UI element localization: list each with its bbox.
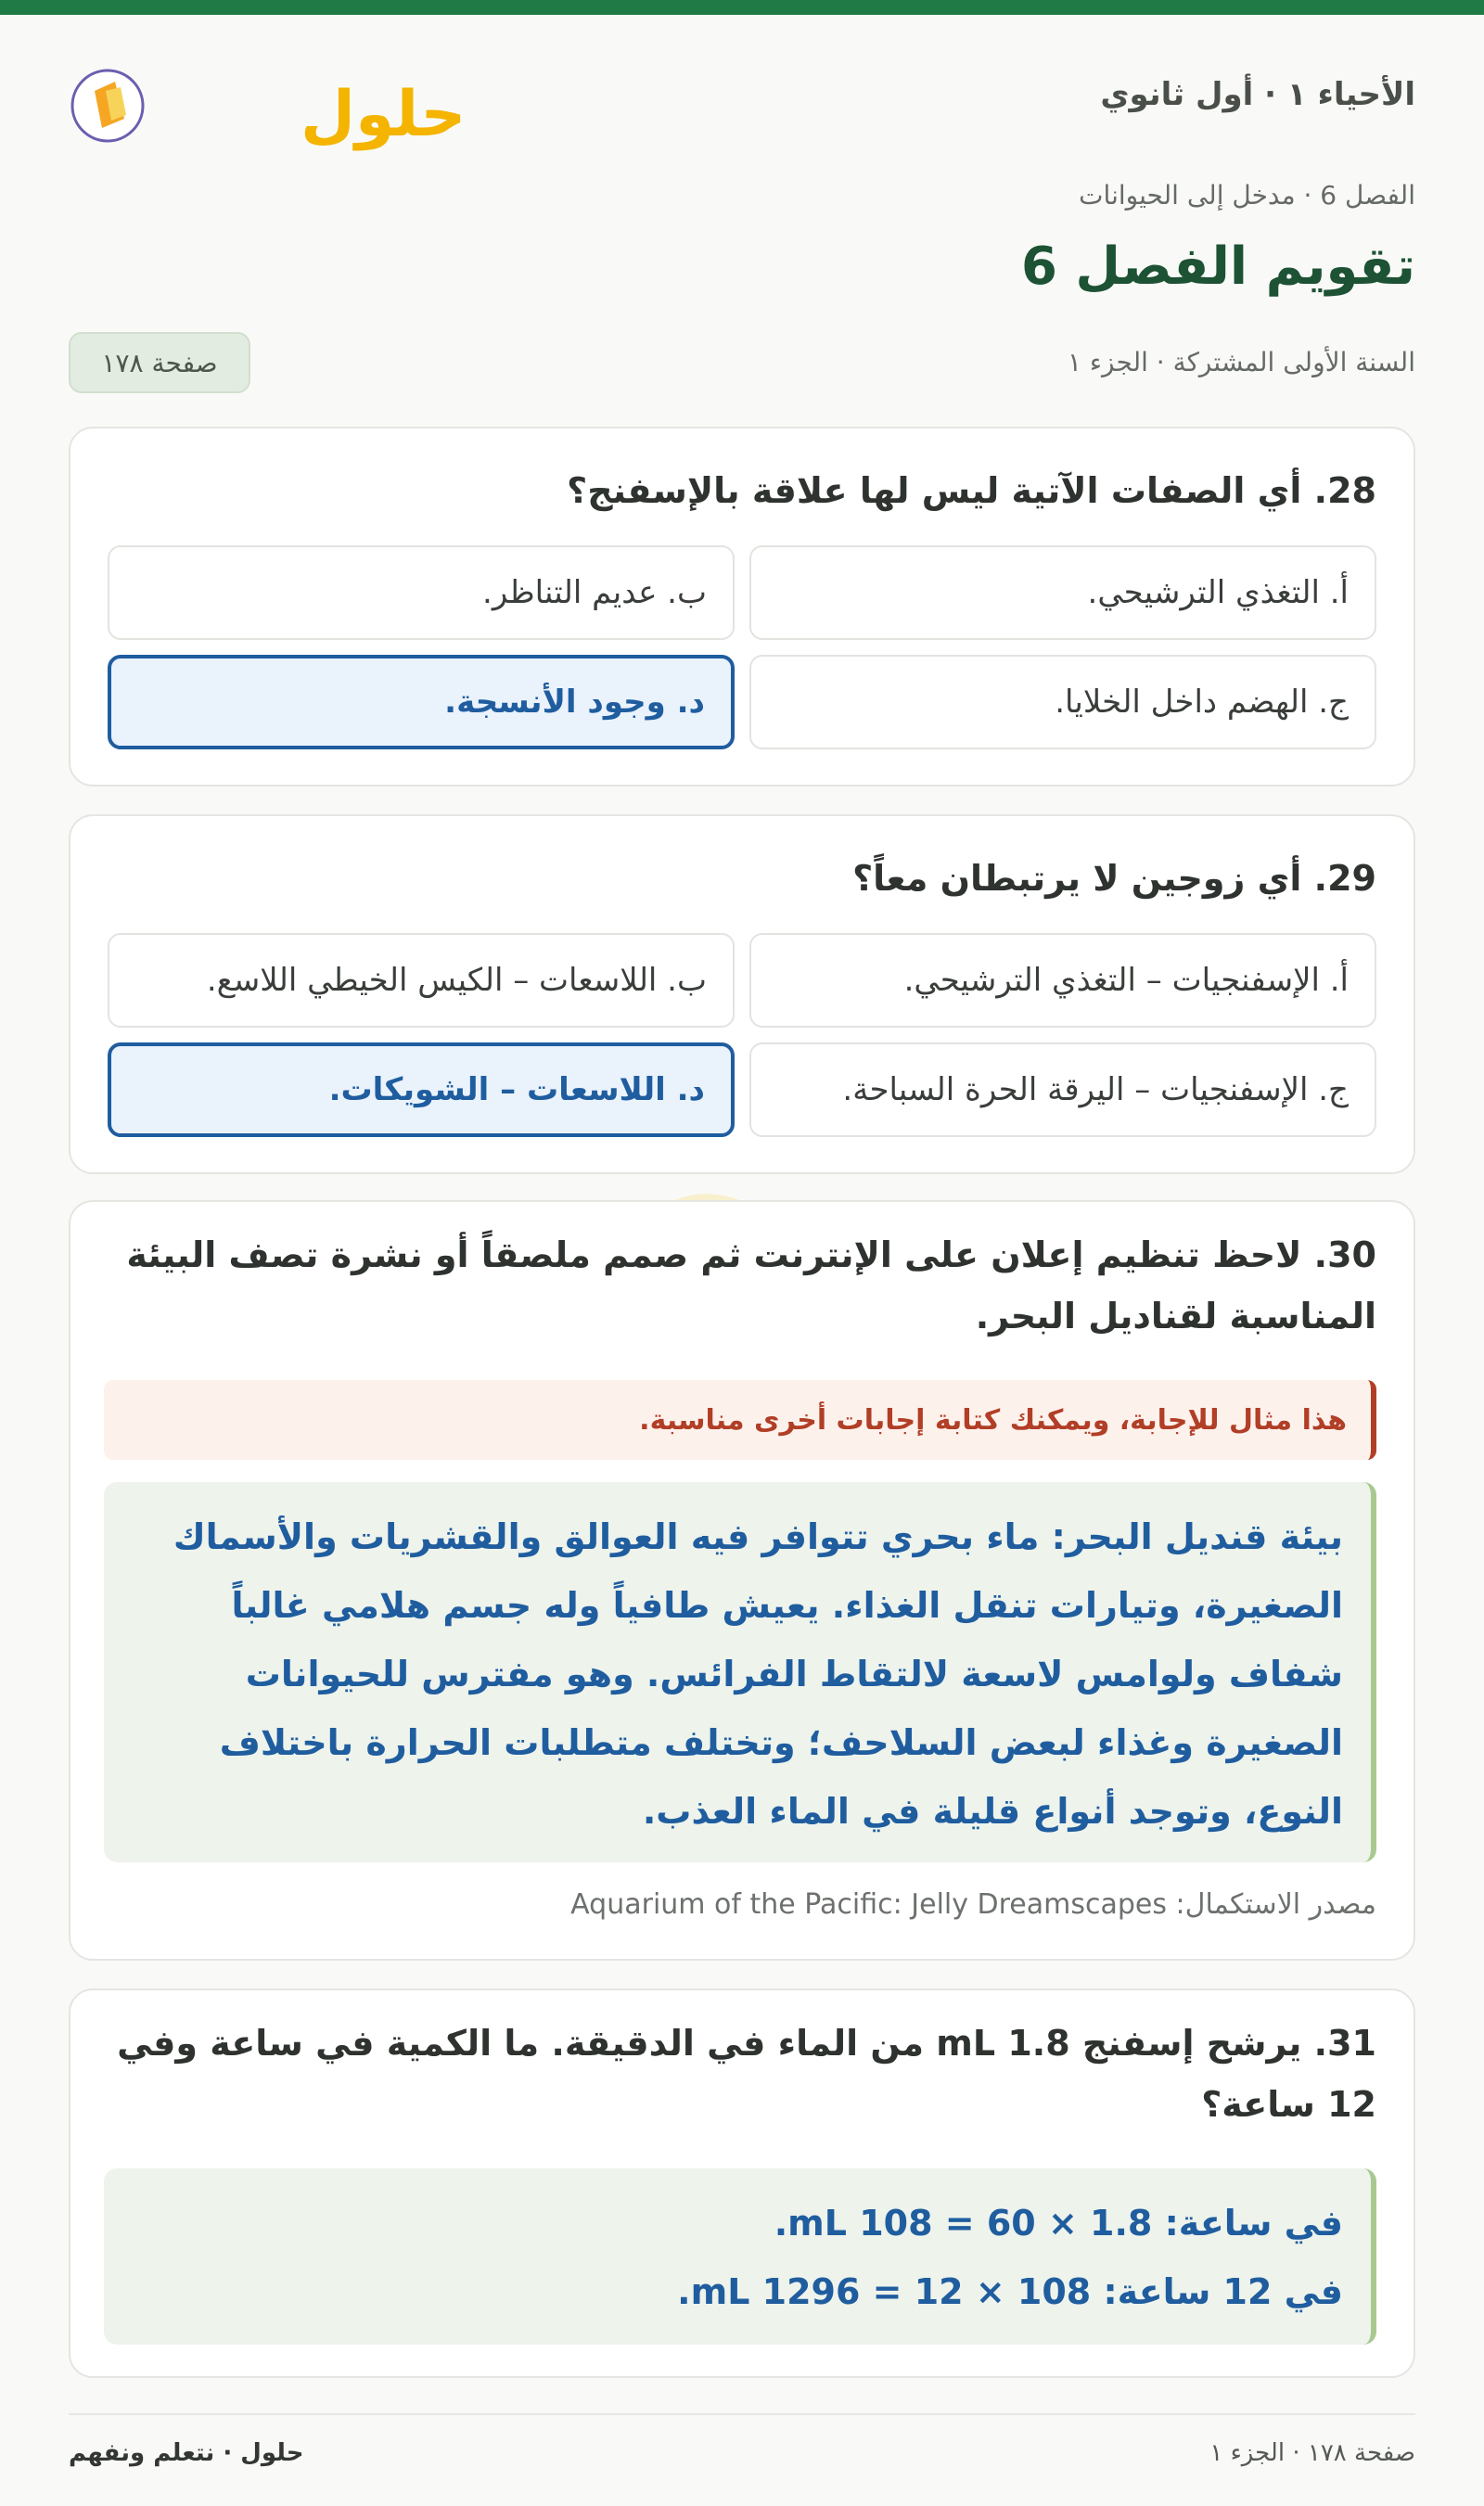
top-accent-bar xyxy=(0,0,1484,15)
hulul-logo[interactable] xyxy=(69,46,467,158)
subject-title: الأحياء ١ · أول ثانوي xyxy=(1100,76,1415,113)
question-31-text-line1: 31. يرشح إسفنج 1.8 mL من الماء في الدقيقة. ما الكمية في ساعة وفي xyxy=(117,2023,1376,2064)
question-31-text-line2: 12 ساعة؟ xyxy=(1201,2084,1376,2125)
answer-line: شفاف ولوامس لاسعة لالتقاط الفرائس. وهو مفترس للحيوانات xyxy=(245,1654,1343,1694)
footer-brand-tagline: حلول · نتعلم ونفهم xyxy=(69,2439,304,2467)
answer-line: الصغيرة، وتيارات تنقل الغذاء. يعيش طافياً وله جسم هلامي غالباً xyxy=(231,1585,1343,1626)
page-header xyxy=(69,46,1415,158)
question-29-text: 29. أي زوجين لا يرتبطان معاً؟ xyxy=(852,858,1376,899)
q28-option-d-correct[interactable]: د. وجود الأنسجة. xyxy=(108,655,735,749)
question-29-card xyxy=(69,814,1415,1174)
question-30-card xyxy=(69,1200,1415,1961)
answer-line: بيئة قنديل البحر: ماء بحري تتوافر فيه العوالق والقشريات والأسماك xyxy=(173,1516,1343,1557)
answer-line: في ساعة: 1.8 × 60 = 108 mL. xyxy=(774,2203,1343,2244)
q28-option-a[interactable]: أ. التغذي الترشيحي. xyxy=(749,545,1376,640)
answer-line: الصغيرة وغذاء لبعض السلاحف؛ وتختلف متطلبات الحرارة باختلاف xyxy=(219,1722,1343,1763)
q29-option-b[interactable]: ب. اللاسعات – الكيس الخيطي اللاسع. xyxy=(108,933,735,1028)
page-title: تقويم الفصل 6 xyxy=(1020,237,1415,297)
logo-icon xyxy=(69,46,467,158)
footer-page-info: صفحة ١٧٨ · الجزء ١ xyxy=(1209,2439,1415,2467)
source-citation: مصدر الاستكمال: Aquarium of the Pacific: Jelly Dreamscapes xyxy=(570,1888,1376,1921)
question-31-card xyxy=(69,1988,1415,2378)
page-number-badge: صفحة ١٧٨ xyxy=(69,332,250,393)
question-30-answer xyxy=(104,1482,1376,1862)
q29-option-a[interactable]: أ. الإسفنجيات – التغذي الترشيحي. xyxy=(749,933,1376,1028)
year-part-line: السنة الأولى المشتركة · الجزء ١ xyxy=(1067,347,1415,377)
q29-option-d-correct[interactable]: د. اللاسعات – الشويكات. xyxy=(108,1042,735,1137)
question-31-answer xyxy=(104,2168,1376,2345)
q28-option-c[interactable]: ج. الهضم داخل الخلايا. xyxy=(749,655,1376,749)
q28-option-b[interactable]: ب. عديم التناظر. xyxy=(108,545,735,640)
footer-divider xyxy=(69,2413,1415,2415)
question-28-card xyxy=(69,427,1415,786)
question-30-text-line2: المناسبة لقناديل البحر. xyxy=(975,1296,1376,1336)
chapter-subtitle: الفصل 6 · مدخل إلى الحيوانات xyxy=(1079,180,1415,211)
answer-example-note: هذا مثال للإجابة، ويمكنك كتابة إجابات أخرى مناسبة. xyxy=(104,1380,1376,1460)
answer-line: النوع، وتوجد أنواع قليلة في الماء العذب. xyxy=(642,1791,1343,1832)
q29-option-c[interactable]: ج. الإسفنجيات – اليرقة الحرة السباحة. xyxy=(749,1042,1376,1137)
answer-line: في 12 ساعة: 108 × 12 = 1296 mL. xyxy=(677,2271,1343,2312)
svg-text:حلول: حلول xyxy=(301,78,467,151)
question-28-text: 28. أي الصفات الآتية ليس لها علاقة بالإسفنج؟ xyxy=(567,470,1376,511)
question-30-text-line1: 30. لاحظ تنظيم إعلان على الإنترنت ثم صمم ملصقاً أو نشرة تصف البيئة xyxy=(126,1234,1376,1275)
